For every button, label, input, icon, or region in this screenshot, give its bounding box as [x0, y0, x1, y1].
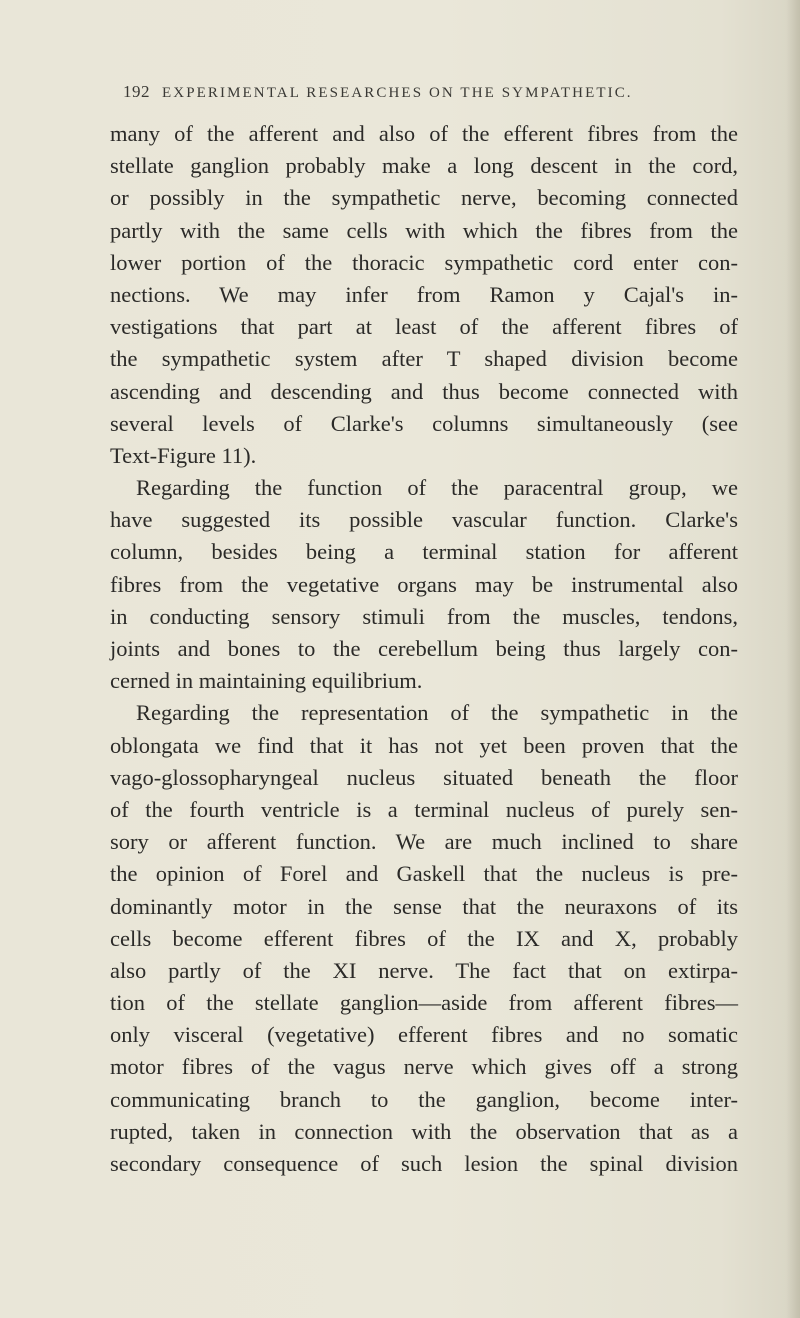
page-number: 192	[123, 82, 150, 101]
text-line: the sympathetic system after T shaped division become	[110, 346, 738, 372]
text-line: vestigations that part at least of the afferent fibres of	[110, 314, 738, 340]
page-edge-shadow	[786, 0, 800, 1318]
text-line: lower portion of the thoracic sympathetic cord enter con-	[110, 249, 738, 275]
text-line: also partly of the XI nerve. The fact that on extirpa-	[110, 957, 738, 983]
text-line: or possibly in the sympathetic nerve, becoming connected	[110, 185, 738, 211]
text-line: several levels of Clarke's columns simultaneously (see	[110, 410, 738, 436]
text-line: sory or afferent function. We are much inclined to share	[110, 829, 738, 855]
text-line: fibres from the vegetative organs may be instrumental also	[110, 571, 738, 597]
text-line: column, besides being a terminal station for afferent	[110, 539, 738, 565]
body-text	[110, 118, 738, 1180]
paragraph-first-line: Regarding the representation of the sympathetic in the	[136, 700, 738, 726]
text-line: have suggested its possible vascular function. Clarke's	[110, 507, 738, 533]
text-line: nections. We may infer from Ramon y Cajal's in-	[110, 281, 738, 307]
text-line: oblongata we find that it has not yet been proven that the	[110, 732, 738, 758]
text-line: rupted, taken in connection with the observation that as a	[110, 1118, 738, 1144]
text-line: joints and bones to the cerebellum being thus largely con-	[110, 636, 738, 661]
text-line: many of the afferent and also of the efferent fibres from the	[110, 121, 738, 146]
running-title: EXPERIMENTAL RESEARCHES ON THE SYMPATHETIC.	[162, 85, 633, 101]
text-line: ascending and descending and thus become connected with	[110, 378, 738, 404]
text-line: cells become efferent fibres of the IX and X, probably	[110, 925, 738, 951]
text-line: only visceral (vegetative) efferent fibres and no somatic	[110, 1022, 738, 1048]
text-line: communicating branch to the ganglion, become inter-	[110, 1086, 738, 1112]
text-line: of the fourth ventricle is a terminal nucleus of purely sen-	[110, 796, 738, 822]
text-line: Text-Figure 11).	[110, 442, 257, 468]
text-line: stellate ganglion probably make a long descent in the cord,	[110, 153, 738, 179]
text-line: tion of the stellate ganglion—aside from afferent fibres—	[110, 990, 738, 1016]
text-line: the opinion of Forel and Gaskell that the nucleus is pre-	[110, 861, 738, 887]
text-line: dominantly motor in the sense that the neuraxons of its	[110, 893, 738, 919]
text-line: motor fibres of the vagus nerve which gives off a strong	[110, 1054, 738, 1080]
text-line: secondary consequence of such lesion the spinal division	[110, 1151, 738, 1176]
paragraph-first-line: Regarding the function of the paracentral group, we	[136, 475, 738, 501]
text-line: in conducting sensory stimuli from the muscles, tendons,	[110, 603, 738, 629]
running-head	[123, 82, 723, 108]
text-line: partly with the same cells with which the fibres from the	[110, 217, 738, 243]
text-line: vago-glossopharyngeal nucleus situated beneath the floor	[110, 764, 738, 790]
text-line: cerned in maintaining equilibrium.	[110, 668, 423, 694]
